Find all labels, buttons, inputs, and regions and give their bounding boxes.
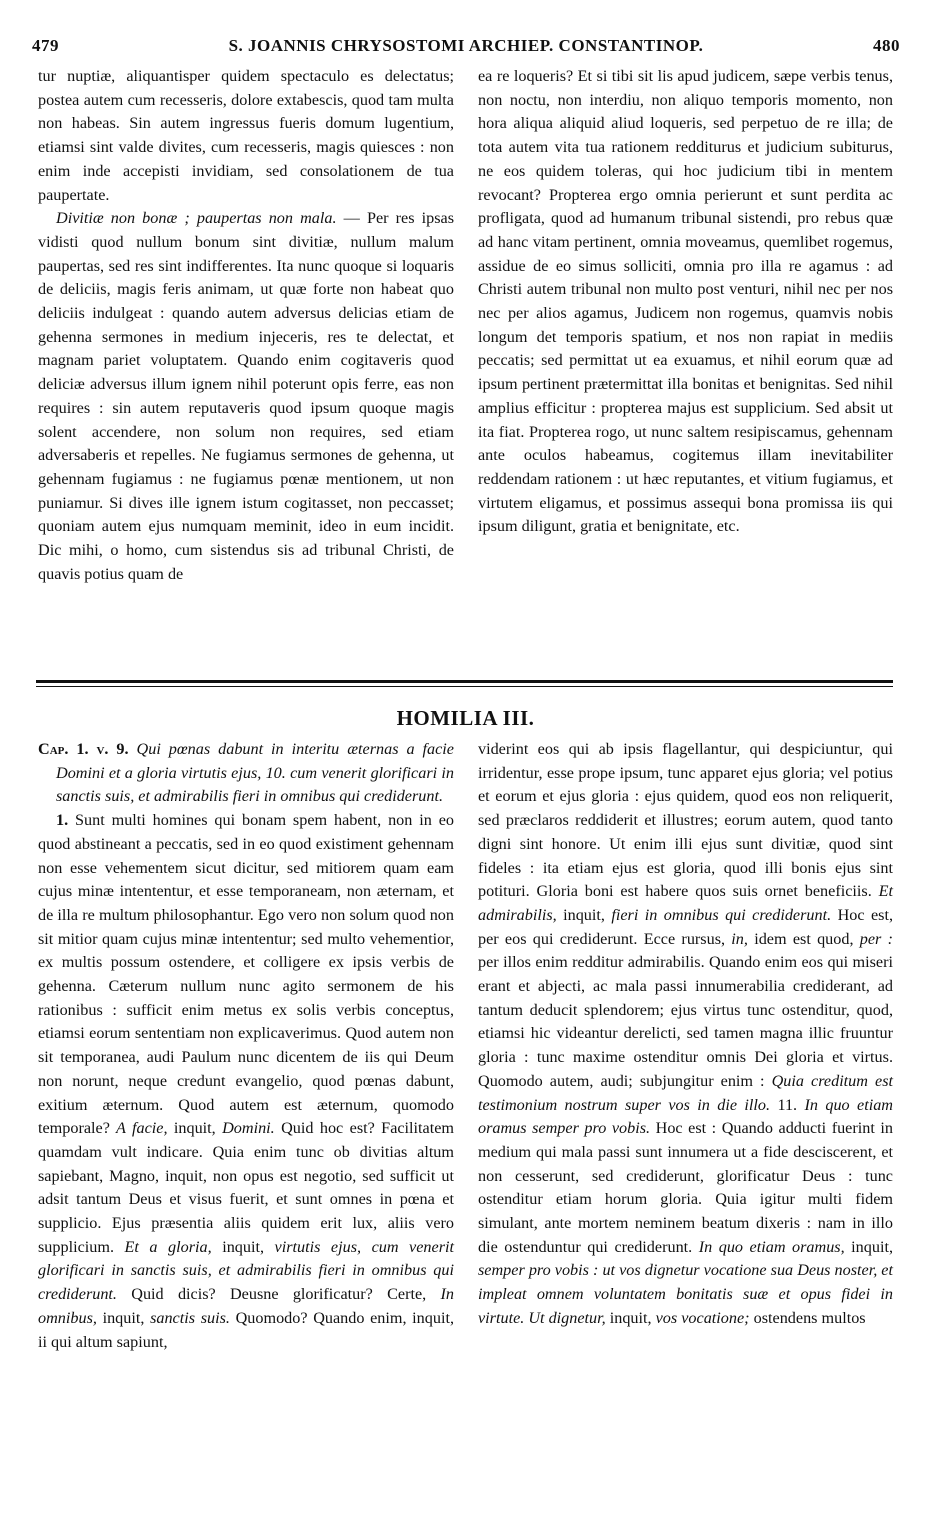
paragraph: Divitiæ non bonæ ; paupertas non mala. — Per res ipsas vidisti quod nullum bonum sint divitiæ, nullum malum paupertas, sed res sint indifferentes. Ita nunc quoque si loquaris de deliciis, magis feris animam, ut quæ forte non habeat quo deliciis indulgeat : quando autem adversus delicias etiam de gehenna sermones in medium injeceris, res te delectat, et magnam pariet voluptatem. Quando enim cogitaveris quod deliciæ adversus illum ignem nihil poterunt opis ferre, eas non requires : sin autem reputaveris quod ipsum quoque magis solent accendere, non solum non requires, sed etiam adversaberis et repelles. Ne fugiamus sermones de gehenna, ut gehennam fugiamus : ne fugiamus pœnæ mentionem, ut non puniamur. Si dives ille ignem istum cogitasset, non peccasset; quoniam autem ejus numquam meminit, ideo in eum incidit. Dic mihi, o homo, cum sistendus sis ad tribunal Christi, de quavis potius quam de (38, 209, 454, 583)
page-number-left: 479 (32, 36, 59, 55)
divider-thick (36, 680, 893, 683)
running-header (32, 36, 900, 62)
bottom-left-column (38, 738, 454, 1354)
chapter-label: Cap. 1. v. 9. (38, 740, 129, 758)
page-number-right: 480 (873, 36, 900, 55)
scripture-verse: Cap. 1. v. 9. Qui pœnas dabunt in interitu æternas a facie Domini et a gloria virtutis ejus, 10. cum venerit glorificari in sanctis suis, et admirabilis fieri in omnibus qui crediderunt. (38, 740, 454, 806)
divider-thin (36, 686, 893, 687)
bottom-right-column (478, 738, 893, 1331)
homily-title: HOMILIA III. (396, 706, 535, 730)
top-left-column (38, 65, 454, 586)
section-heading: Divitiæ non bonæ ; paupertas non mala. (56, 209, 337, 228)
running-title: S. JOANNIS CHRYSOSTOMI ARCHIEP. CONSTANTINOP. (228, 36, 704, 55)
paragraph: viderint eos qui ab ipsis flagellantur, qui despiciuntur, qui irridentur, esse prope ipsum, tunc apparet ejus gloria; vel potius et eorum et ejus gloria : ejus quidem, quod eos non reliquerit, sed præclaros reddiderit et illustres; eorum autem, quod tanto digni sint honore. Ut enim illi ejus sunt divitiæ, quod sint fideles : ita etiam ejus est gloria, quod illi bonis ejus sint potituri. Gloria boni est habere quos suis ornet beneficiis. Et admirabilis, inquit, fieri in omnibus qui crediderunt. Hoc est, per eos qui crediderunt. Ecce rursus, in, idem est quod, per : per illos enim redditur admirabilis. Quando enim eos qui miseri erant et abjecti, ac mala passi innumerabilia crediderant, ad tantum deducit splendorem; ejus virtus tunc ostenditur, quod, etiamsi hic videantur derelicti, sed tamen magna illic fruuntur gloria : tunc maxime ostenditur omnis Dei gloria et virtus. Quomodo autem, audi; subjungitur enim : Quia creditum est testimonium nostrum super vos in die illo. 11. In quo etiam oramus semper pro vobis. Hoc est : Quando adducti fuerint in medium qui mala passi sunt innumera ut a fide desciscerent, et non cesserunt, sed crediderunt, glorificatur Deus : tunc ostenditur etiam horum gloria. Quia igitur multi fidem simulant, ante mortem neminem beatum dixeris : nam in illo die ostenduntur qui crediderunt. In quo etiam oramus, inquit, semper pro vobis : ut vos dignetur vocatione sua Deus noster, et impleat omnem voluntatem bonitatis suæ et opus fidei in virtute. Ut dignetur, inquit, vos vocatione; ostendens multos (478, 740, 894, 1327)
top-right-column (478, 65, 893, 539)
paragraph: ea re loqueris? Et si tibi sit lis apud judicem, sæpe verbis tenus, non noctu, non interdiu, non aliquo temporis momento, non hora aliqua aliquid aliud loqueris, sed perpetuo de re illa; de tota autem vita tua rationem redditurus et judicium subiturus, ne eos quidem toleras, qui hoc judicium tibi in mentem revocant? Propterea ergo omnia perierunt et sunt perdita ac profligata, quod ad humanum tribunal sistendi, pro rebus quæ ad hanc vitam pertinent, omnia moveamus, quemlibet rogemus, assidue de eo simus solliciti, omnia pro illa re agamus : ad Christi autem tribunal non multo post venturi, nihil nec per nos nec per alios agamus, Judicem non rogemus, quamvis nobis longum det temporis spatium, et nos non rapiat in mediis peccatis; sed permittat ut ea exuamus, et nihil eorum quæ ad ipsum pertinent prætermittat illa bonitas et benignitas. Sed nihil amplius efficitur : propterea majus est supplicium. Sed absit ut ita fiat. Propterea rogo, ut nunc saltem resipiscamus, gehennam ante oculos habeamus, cogitemus illam inevitabiliter reddendam rationem : ut hæc reputantes, et vitium fugiamus, et virtutem eligamus, et possimus assequi bona promissa iis qui ipsum diligunt, gratia et benignitate, etc. (478, 67, 893, 536)
paragraph: tur nuptiæ, aliquantisper quidem spectaculo es delectatus; postea autem cum recesseris, dolore extabescis, quod tam multa non habeas. Sin autem ingressus fueris domum lugentium, etiamsi sint valde divites, cum recesseris, magis quiesces : non enim inde accepisti invidiam, sed consolationem de tua paupertate. (38, 67, 454, 204)
paragraph-number: 1. (56, 811, 69, 830)
paragraph: 1. Sunt multi homines qui bonam spem habent, non in eo quod abstineant a peccatis, sed in eo quod existiment gehennam non esse vehementem sicut dicitur, sed mitiorem quam eam cujus minæ intententur, et esse temporaneam, non æternam, et de illa re multum philosophantur. Ego vero non solum quod non sit mitior quam cujus minæ intententur; sed multo vehementior, ex multis possum ostendere, et colligere ex ipsis verbis de gehenna. Cæterum nullum nunc agito sermonem de his rationibus : sufficit enim metus ex solis verbis conceptus, etiamsi eorum sententiam non explicaverimus. Quod autem non sit temporanea, audi Paulum nunc dicentem de iis qui Deum non norunt, neque credunt evangelio, quod pœnas dabunt, exitium æternum. Quod autem est æternum, quomodo temporale? A facie, inquit, Domini. Quid hoc est? Facilitatem quamdam vult indicare. Quia enim tunc ob divitias altum sapiebant, Magno, inquit, non opus est negotio, sed sufficit ut adsit tantum Deus et visus fuerit, et sunt omnes in pœna et supplicio. Ejus præsentia aliis quidem erit lux, aliis vero supplicium. Et a gloria, inquit, virtutis ejus, cum venerit glorificari in sanctis suis, et admirabilis fieri in omnibus qui crediderunt. Quid dicis? Deusne glorificatur? Certe, In omnibus, inquit, sanctis suis. Quomodo? Quando enim, inquit, ii qui altum sapiunt, (38, 811, 455, 1351)
